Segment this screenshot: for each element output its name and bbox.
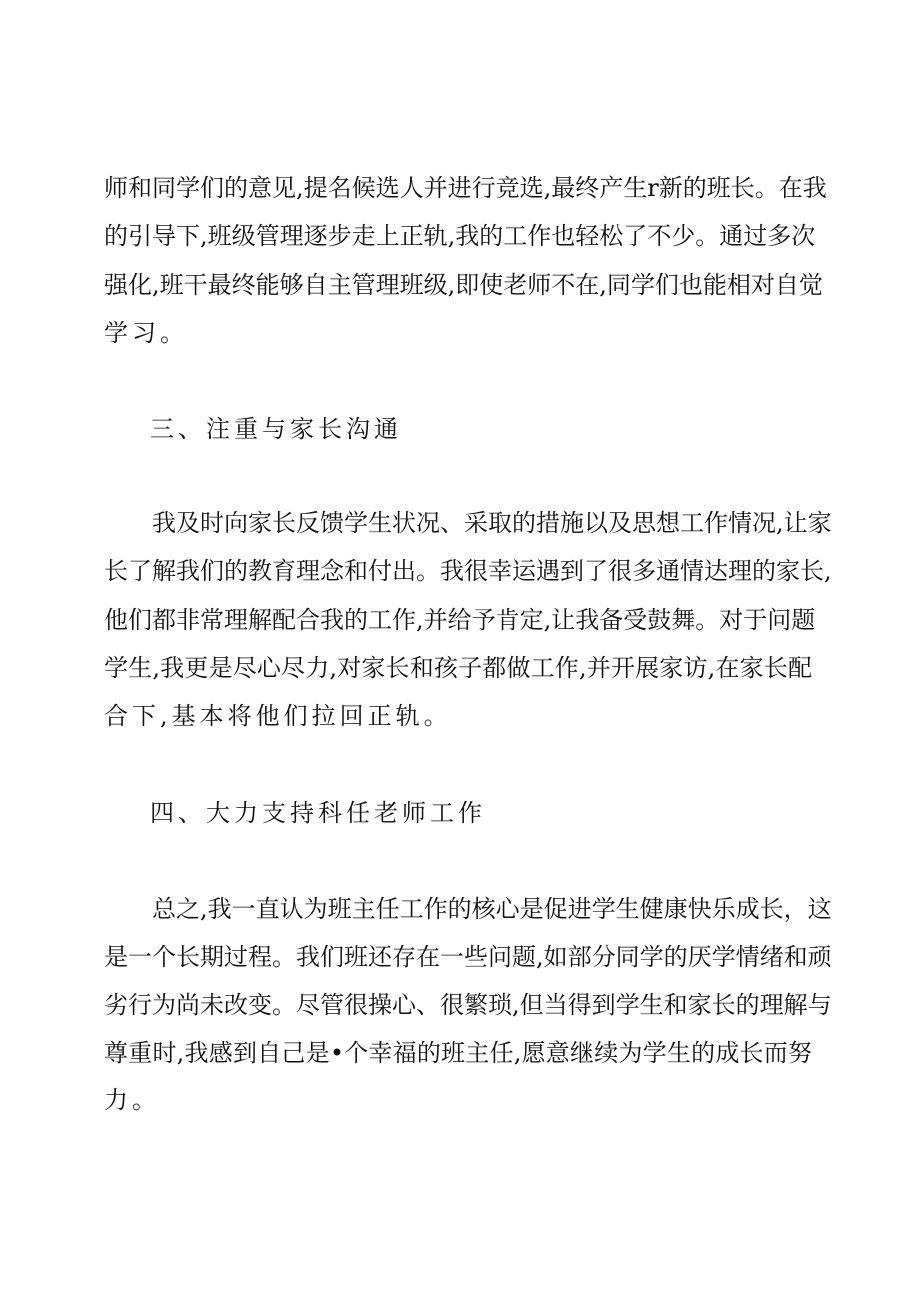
paragraph-line: 强化,班干最终能够自主管理班级,即使老师不在,同学们也能相对自觉	[104, 271, 823, 299]
paragraph-line: 的引导下,班级管理逐步走上正轨,我的工作也轻松了不少。通过多次	[104, 222, 816, 250]
paragraph-line: 他们都非常理解配合我的工作,并给予肯定,让我备受鼓舞。对于问题	[104, 606, 816, 634]
paragraph-line: 学生,我更是尽心尽力,对家长和孩子都做工作,并开展家访,在家长配	[104, 654, 812, 682]
paragraph-line: 是一个长期过程。我们班还存在一些问题,如部分同学的厌学情绪和顽	[104, 943, 832, 971]
paragraph-line: 我及时向家长反馈学生状况、采取的措施以及思想工作情况,让家	[152, 509, 832, 537]
section-heading-3: 三、注重与家长沟通	[150, 415, 402, 443]
paragraph-line: 师和同学们的意见,提名候选人并进行竞选,最终产生r新的班长。在我	[104, 174, 827, 202]
paragraph-line: 学习。	[104, 319, 188, 347]
paragraph-line: 力。	[104, 1086, 160, 1114]
section-heading-4: 四、大力支持科任老师工作	[150, 799, 486, 827]
paragraph-line: 合下,基本将他们拉回正轨。	[104, 702, 452, 730]
paragraph-line: 长了解我们的教育理念和付出。我很幸运遇到了很多通情达理的家长,	[104, 557, 832, 585]
paragraph-line: 劣行为尚未改变。尽管很操心、很繁琐,但当得到学生和家长的理解与	[104, 991, 832, 1019]
paragraph-line: 总之,我一直认为班主任工作的核心是促进学生健康快乐成长，这	[152, 895, 832, 923]
paragraph-line: 尊重时,我感到自己是•个幸福的班主任,愿意继续为学生的成长而努	[104, 1039, 812, 1067]
